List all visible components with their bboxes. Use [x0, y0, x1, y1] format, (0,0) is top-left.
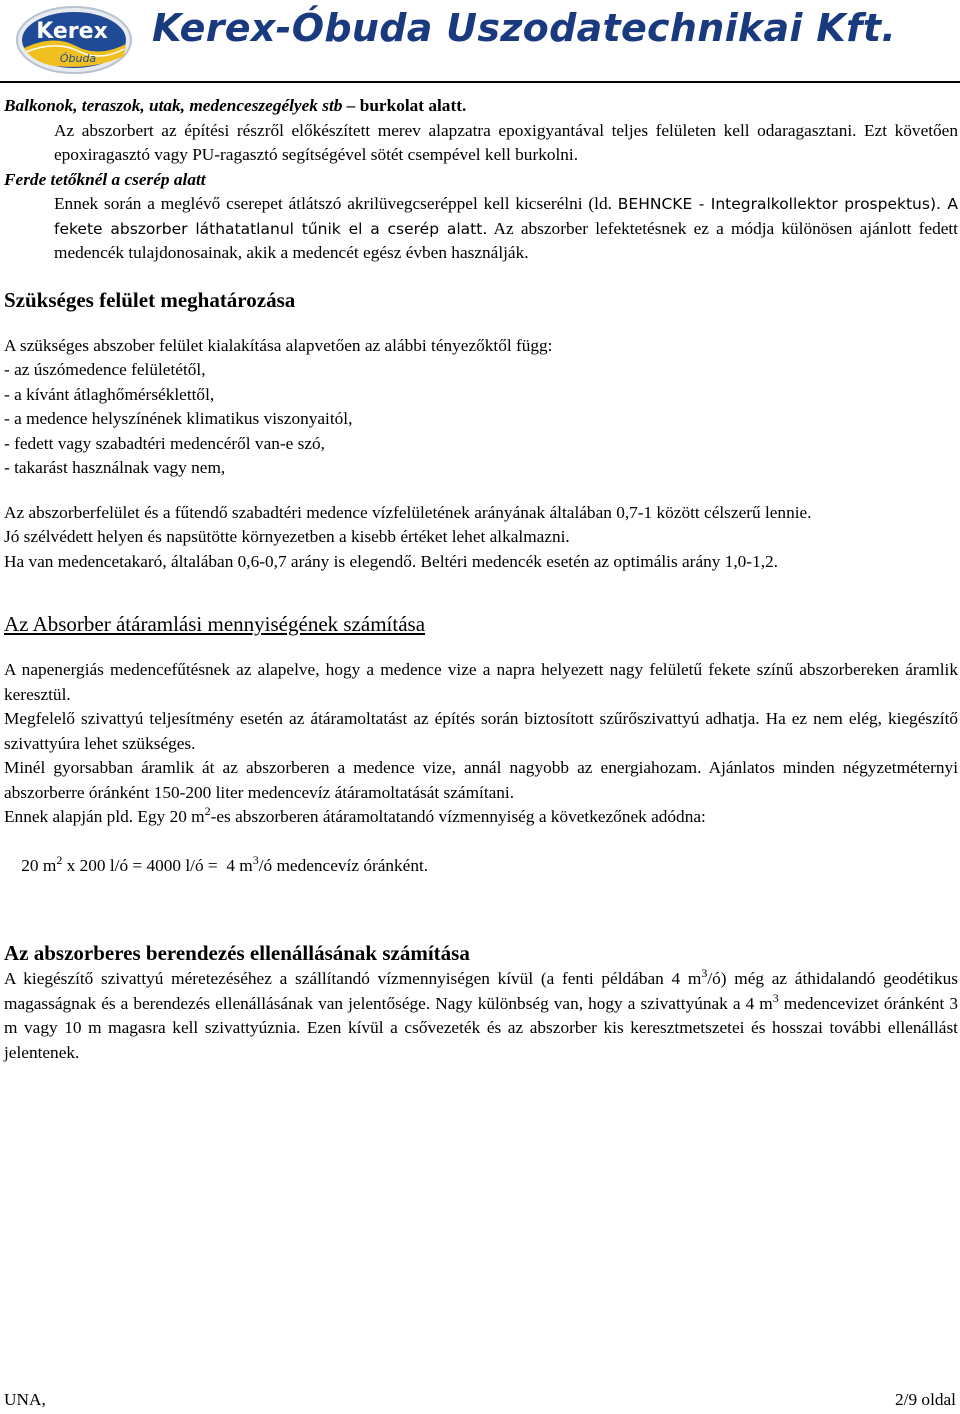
- heading-flow: Az Absorber átáramlási mennyiségének számítása: [4, 612, 426, 636]
- title-bold-part: burkolat alatt.: [359, 96, 467, 115]
- surface-intro: A szükséges abszober felület kialakítása alapvetően az alábbi tényezőktől függ:: [4, 335, 553, 355]
- cover-text-a: Ha van medencetakaró, általában 0,6-0,7 arány is elegendő.: [4, 551, 417, 571]
- flow-principle-paragraph: A napenergiás medencefűtésnek az alapelve, hogy a medence vize a napra helyezett nagy felületű fekete színű abszorbereken áramlik keresztül.: [4, 660, 958, 704]
- heading-surface: Szükséges felület meghatározása: [4, 287, 296, 312]
- subtitle-roof: Ferde tetőknél a cserép alatt: [4, 169, 206, 189]
- flow-pump-paragraph: [4, 707, 958, 756]
- footer-author: UNA,: [4, 1390, 46, 1409]
- title-italic-part: Balkonok, teraszok, utak, medenceszegélyek stb –: [4, 96, 356, 115]
- paragraph-balconies: Az abszorbert az építési részről előkészített merev alapzatra epoxigyantával teljes felületen kell odaragasztani. Ezt követően epoxiragasztó vagy PU-ragasztó segítségével sötét csempével kell burkolni.: [54, 120, 958, 164]
- cover-text-b: Beltéri medencék esetén az optimális arány 1,0-1,2.: [420, 551, 778, 571]
- surface-cover-paragraph: [4, 550, 958, 575]
- logo-subtext: Óbuda: [59, 52, 97, 65]
- list-item: - az úszómedence felületétől,: [4, 360, 206, 379]
- paragraph-roof: [4, 192, 958, 266]
- page-header: [0, 0, 960, 84]
- superscript: 2: [56, 853, 63, 867]
- resistance-paragraph: [4, 967, 958, 1065]
- list-item: - takarást használnak vagy nem,: [4, 458, 226, 477]
- rate-text-a: Minél gyorsabban áramlik át az abszorberen a medence vize, annál nagyobb az energiahozam.: [4, 758, 702, 777]
- superscript: 3: [772, 990, 779, 1005]
- kerex-logo: [14, 4, 134, 76]
- header-divider: [0, 81, 960, 83]
- resistance-text-4: medencevizet óránként 3 m vagy 10 m magasra kell szivattyúznia. Ezen kívül a csővezeték és az abszorber kis keresztmetszetei és hosszai további ellenállást jelentenek.: [4, 993, 958, 1062]
- superscript: 2: [204, 804, 211, 818]
- company-name: Kerex-Óbuda Uszodatechnikai Kft.: [152, 6, 897, 50]
- roof-text-c: Az abszorber lefektetésnek ez a módja különösen ajánlott fedett medencék tulajdonosainak, akik a medencét egész évben használják.: [54, 218, 958, 262]
- flow-example-paragraph: [4, 805, 958, 830]
- rate-text-b: Ajánlatos minden négyzetméternyi abszorberre óránként 150-200 liter medencevíz átáramoltatását számítani.: [4, 758, 958, 802]
- flow-formula: [4, 830, 958, 904]
- heading-resistance: Az abszorberes berendezés ellenállásának számítása: [4, 941, 470, 965]
- pump-text-a: Megfelelő szivattyú teljesítmény esetén az átáramoltatást az építés során biztosított szűrőszivattyú adhatja.: [4, 709, 760, 728]
- formula-a: 20 m: [21, 856, 57, 875]
- factor-list: [4, 358, 958, 481]
- example-text-a: Ennek alapján pld. Egy 20 m: [4, 807, 205, 826]
- resistance-text-2: /ó) még az áthidalandó geodétikus magasságnak és a berendezés ellenállásának van jelentősége.: [4, 969, 959, 1013]
- resistance-text-1: A kiegészítő szivattyú méretezéséhez a szállítandó vízmennyiségen kívül (a fenti példában 4 m: [4, 969, 702, 988]
- roof-text-a: Ennek során a meglévő cserepet átlátszó akrilüvegcseréppel kell kicserélni (ld.: [54, 194, 612, 213]
- flow-rate-paragraph: [4, 756, 958, 805]
- surface-sheltered-paragraph: Jó szélvédett helyen és napsütötte környezetben a kisebb értéket lehet alkalmazni.: [4, 527, 570, 546]
- surface-ratio-paragraph: Az abszorberfelület és a fűtendő szabadtéri medence vízfelületének arányának általában 0,7-1 között célszerű lennie.: [4, 502, 812, 522]
- pump-text-b: Ha ez nem elég, kiegészítő szivattyúra lehet szükséges.: [4, 709, 959, 753]
- list-item: - a medence helyszínének klimatikus viszonyaitól,: [4, 409, 353, 428]
- superscript: 3: [252, 853, 259, 867]
- list-item: - a kívánt átlaghőmérséklettől,: [4, 384, 215, 404]
- page-number: 2/9 oldal: [895, 1390, 956, 1409]
- example-text-b: -es abszorberen átáramoltatandó vízmennyiség a következőnek adódna:: [210, 807, 706, 826]
- roof-text-b: BEHNCKE - Integralkollektor prospektus). A fekete abszorber láthatatlanul tűnik el a cserép alatt.: [54, 195, 958, 238]
- formula-c: /ó medencevíz óránként.: [258, 856, 429, 875]
- resistance-text-3: Nagy különbség van, hogy a szivattyúnak a 4 m: [430, 993, 773, 1013]
- page-content: [4, 94, 958, 1065]
- formula-b: x 200 l/ó = 4000 l/ó = 4 m: [62, 856, 253, 875]
- list-item: - fedett vagy szabadtéri medencéről van-e szó,: [4, 433, 325, 453]
- section-title-balconies: [4, 94, 958, 119]
- superscript: 3: [701, 966, 708, 980]
- logo-text: Kerex: [36, 19, 108, 44]
- page-footer: [4, 1390, 956, 1410]
